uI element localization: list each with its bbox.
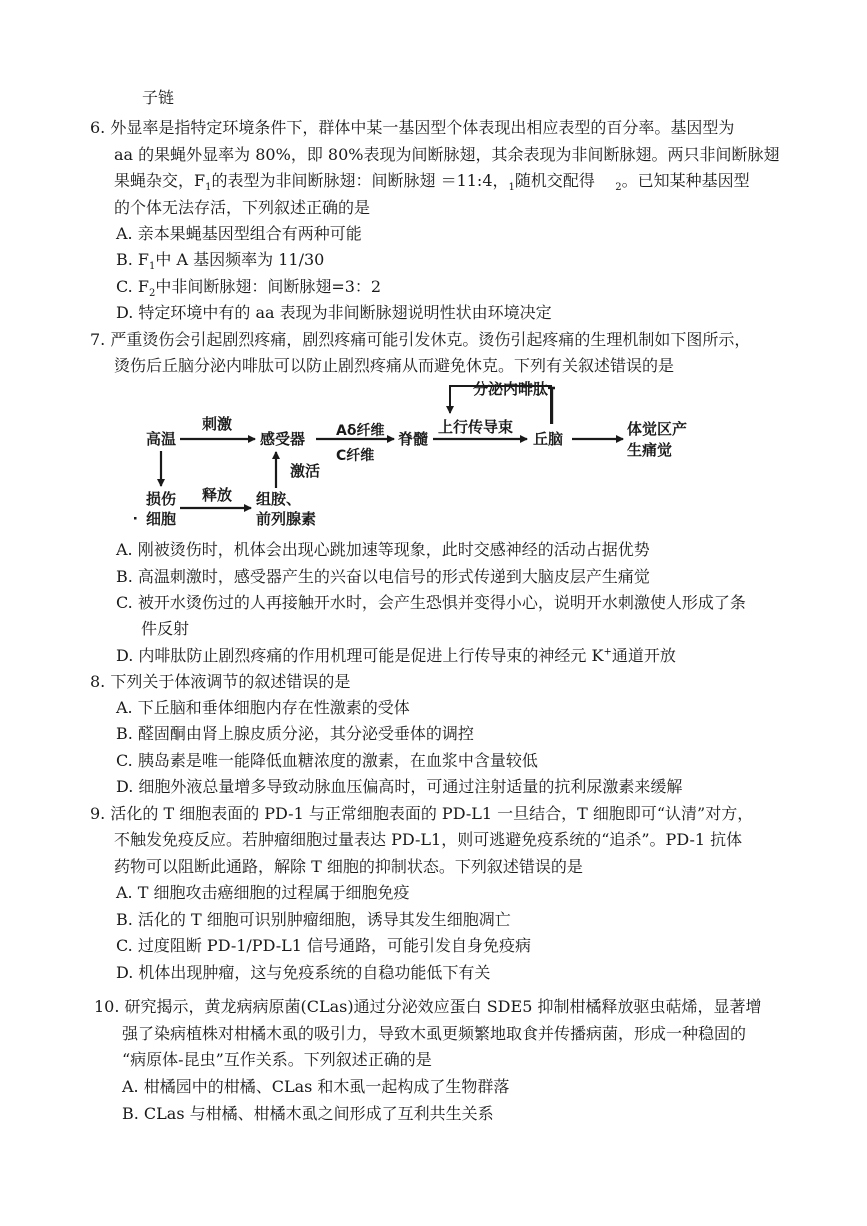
option-a[interactable]: A. 刚被烫伤时，机体会出现心跳加速等现象，此时交感神经的活动占据优势 [116, 540, 650, 559]
option-b[interactable]: B. 醛固酮由肾上腺皮质分泌，其分泌受垂体的调控 [116, 724, 474, 743]
question-6-stem: 6. 外显率是指特定环境条件下，群体中某一基因型个体表现出相应表型的百分率。基因型为 [90, 118, 735, 137]
pain-mechanism-diagram [130, 376, 710, 531]
question-6-stem: 的个体无法存活，下列叙述正确的是 [114, 198, 371, 217]
option-b[interactable]: B. 高温刺激时，感受器产生的兴奋以电信号的形式传递到大脑皮层产生痛觉 [116, 567, 650, 586]
option-c[interactable]: C. 胰岛素是唯一能降低血糖浓度的激素，在血浆中含量较低 [116, 751, 538, 770]
option-d[interactable]: D. 内啡肽防止剧烈疼痛的作用机理可能是促进上行传导束的神经元 K+通道开放 [116, 646, 676, 665]
label-fiber-c: C纤维 [336, 448, 375, 464]
option-b[interactable]: B. CLas 与柑橘、柑橘木虱之间形成了互利共生关系 [122, 1104, 494, 1123]
node-gaowen: 高温 [146, 430, 177, 448]
node-jisui: 脊髓 [398, 430, 429, 448]
question-10-stem: 强了染病植株对柑橘木虱的吸引力，导致木虱更频繁地取食并传播病菌，形成一种稳固的 [122, 1024, 747, 1043]
option-a[interactable]: A. 下丘脑和垂体细胞内存在性激素的受体 [116, 698, 410, 717]
option-a[interactable]: A. 亲本果蝇基因型组合有两种可能 [116, 224, 362, 243]
node-sunshang: 损伤 [146, 490, 177, 508]
question-9-stem: 不触发免疫反应。若肿瘤细胞过量表达 PD-L1，则可逃避免疫系统的“追杀”。PD-1 抗体 [114, 830, 743, 849]
label-shangxing: 上行传导束 [438, 418, 514, 436]
question-9-stem: 药物可以阻断此通路，解除 T 细胞的抑制状态。下列叙述错误的是 [114, 857, 583, 876]
option-c[interactable]: C. $F_2$中非间断脉翅：间断脉翅=3：2 [116, 277, 382, 300]
dot-mark [134, 517, 137, 520]
node-sunshang: 细胞 [146, 510, 177, 528]
node-tongjue: 体觉区产 [627, 420, 688, 438]
option-a[interactable]: A. 柑橘园中的柑橘、CLas 和木虱一起构成了生物群落 [122, 1077, 510, 1096]
option-a[interactable]: A. T 细胞攻击癌细胞的过程属于细胞免疫 [116, 883, 410, 902]
continued-text: 子链 [142, 88, 175, 107]
node-qiunao: 丘脑 [533, 430, 564, 448]
option-b[interactable]: B. 活化的 T 细胞可识别肿瘤细胞，诱导其发生细胞凋亡 [116, 910, 511, 929]
label-fenmi: 分泌内啡肽 [473, 380, 549, 398]
option-c[interactable]: C. 过度阻断 PD-1/PD-L1 信号通路，可能引发自身免疫病 [116, 936, 531, 955]
option-d[interactable]: D. 细胞外液总量增多导致动脉血压偏高时，可通过注射适量的抗利尿激素来缓解 [116, 777, 683, 796]
question-10-stem: “病原体-昆虫”互作关系。下列叙述正确的是 [122, 1050, 432, 1069]
node-tongjue: 生痛觉 [627, 441, 673, 459]
label-jihuo: 激活 [290, 462, 321, 480]
label-fiber-a: Aδ纤维 [336, 423, 385, 439]
node-ganshouqi: 感受器 [260, 430, 306, 448]
question-6-stem: 果蝇杂交，$F_1$的表型为非间断脉翅：间断脉翅 ＝11:4，$_1$随机交配得 $_2$。已知某种基因型 [114, 171, 750, 194]
question-7-stem: 7. 严重烫伤会引起剧烈疼痛，剧烈疼痛可能引发休克。烫伤引起疼痛的生理机制如下图所示， [90, 330, 751, 349]
option-b[interactable]: B. $F_1$中 A 基因频率为 11/30 [116, 250, 325, 273]
question-8-stem: 8. 下列关于体液调节的叙述错误的是 [90, 672, 351, 691]
option-d[interactable]: D. 特定环境中有的 aa 表现为非间断脉翅说明性状由环境决定 [116, 303, 552, 322]
node-zuan: 前列腺素 [256, 510, 317, 528]
question-10-stem: 10. 研究揭示，黄龙病病原菌(CLas)通过分泌效应蛋白 SDE5 抑制柑橘释放驱虫萜烯，显著增 [94, 997, 762, 1016]
question-6-stem: aa 的果蝇外显率为 80%，即 80%表现为间断脉翅，其余表现为非间断脉翅。两只非间断脉翅 [114, 145, 780, 164]
label-ciji: 刺激 [202, 415, 233, 433]
option-d[interactable]: D. 机体出现肿瘤，这与免疫系统的自稳功能低下有关 [116, 963, 491, 982]
option-c[interactable]: C. 被开水烫伤过的人再接触开水时，会产生恐惧并变得小心，说明开水刺激使人形成了条 [116, 593, 746, 612]
label-shifang: 释放 [202, 486, 233, 504]
option-c-cont: 件反射 [141, 619, 190, 638]
question-7-stem: 烫伤后丘脑分泌内啡肽可以防止剧烈疼痛从而避免休克。下列有关叙述错误的是 [114, 356, 675, 375]
node-zuan: 组胺、 [256, 490, 302, 508]
question-9-stem: 9. 活化的 T 细胞表面的 PD-1 与正常细胞表面的 PD-L1 一旦结合，T 细胞即可“认清”对方， [90, 804, 754, 823]
